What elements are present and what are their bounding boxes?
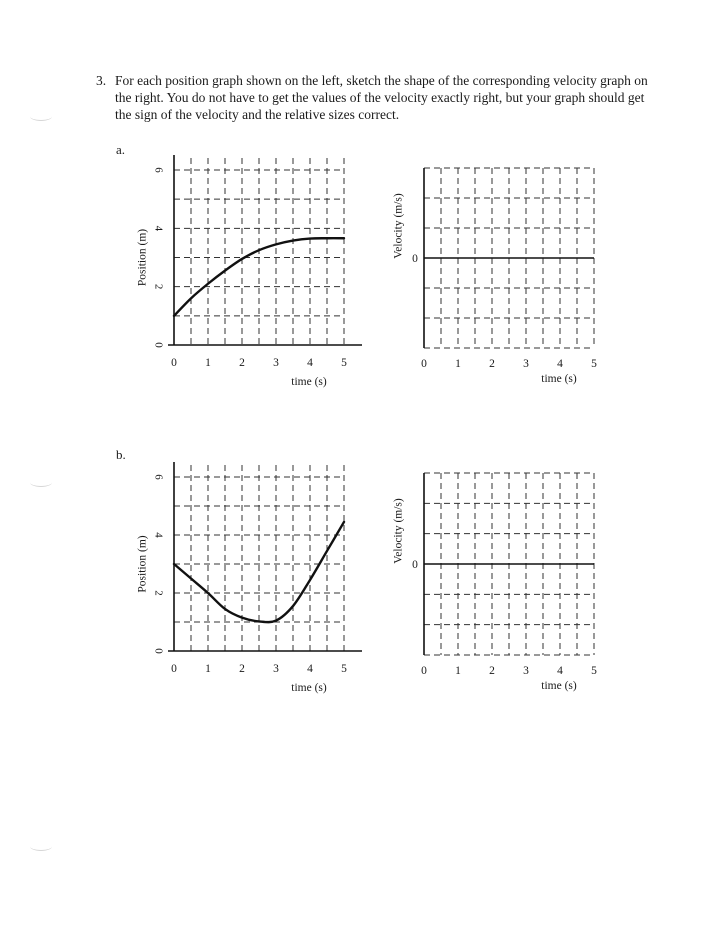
position-graph-0 bbox=[137, 155, 362, 388]
question-number: 3. bbox=[96, 73, 107, 88]
velocity-graph-1 bbox=[393, 473, 597, 692]
x-tick-label: 4 bbox=[307, 663, 313, 675]
x-tick-label: 4 bbox=[307, 357, 313, 369]
x-tick-label: 3 bbox=[523, 665, 529, 677]
part-b-label: b. bbox=[116, 447, 126, 462]
zero-label: 0 bbox=[412, 253, 418, 265]
x-axis-title: time (s) bbox=[291, 682, 327, 694]
x-tick-label: 0 bbox=[171, 357, 177, 369]
y-axis-title: Position (m) bbox=[136, 228, 149, 287]
x-tick-label: 5 bbox=[591, 665, 597, 677]
y-tick-label: 0 bbox=[152, 342, 165, 348]
x-tick-label: 5 bbox=[341, 357, 347, 369]
x-tick-label: 0 bbox=[421, 358, 427, 370]
x-tick-label: 1 bbox=[205, 357, 211, 369]
x-tick-label: 0 bbox=[421, 665, 427, 677]
x-tick-label: 2 bbox=[489, 358, 495, 370]
y-axis-title: Velocity (m/s) bbox=[392, 193, 405, 259]
part-a-label: a. bbox=[116, 142, 126, 157]
x-tick-label: 3 bbox=[273, 357, 279, 369]
y-tick-label: 2 bbox=[152, 283, 165, 290]
velocity-graph-0 bbox=[393, 168, 597, 385]
x-tick-label: 3 bbox=[273, 663, 279, 675]
x-tick-label: 0 bbox=[171, 663, 177, 675]
position-curve bbox=[174, 238, 344, 316]
y-tick-label: 4 bbox=[152, 225, 165, 232]
y-axis-title: Velocity (m/s) bbox=[392, 498, 405, 564]
x-tick-label: 1 bbox=[205, 663, 211, 675]
x-axis-title: time (s) bbox=[541, 680, 577, 692]
x-axis-title: time (s) bbox=[541, 373, 577, 385]
question-text: For each position graph shown on the left, sketch the shape of the corresponding velocity graph on the right. You do not have to get the values of the velocity exactly right, but your graph should get the sign of the velocity and the relative sizes correct. bbox=[115, 73, 648, 122]
y-tick-label: 4 bbox=[152, 532, 165, 538]
x-tick-label: 5 bbox=[591, 358, 597, 370]
y-tick-label: 0 bbox=[152, 648, 165, 654]
x-tick-label: 2 bbox=[239, 663, 245, 675]
y-tick-label: 6 bbox=[152, 167, 165, 173]
x-tick-label: 4 bbox=[557, 665, 563, 677]
x-tick-label: 1 bbox=[455, 665, 461, 677]
x-tick-label: 5 bbox=[341, 663, 347, 675]
zero-label: 0 bbox=[412, 559, 418, 571]
x-tick-label: 4 bbox=[557, 358, 563, 370]
y-tick-label: 6 bbox=[152, 474, 165, 480]
y-axis-title: Position (m) bbox=[136, 535, 149, 593]
x-tick-label: 2 bbox=[239, 357, 245, 369]
position-graph-1 bbox=[137, 462, 362, 694]
x-axis-title: time (s) bbox=[291, 376, 327, 388]
x-tick-label: 2 bbox=[489, 665, 495, 677]
y-tick-label: 2 bbox=[152, 590, 165, 596]
x-tick-label: 3 bbox=[523, 358, 529, 370]
x-tick-label: 1 bbox=[455, 358, 461, 370]
